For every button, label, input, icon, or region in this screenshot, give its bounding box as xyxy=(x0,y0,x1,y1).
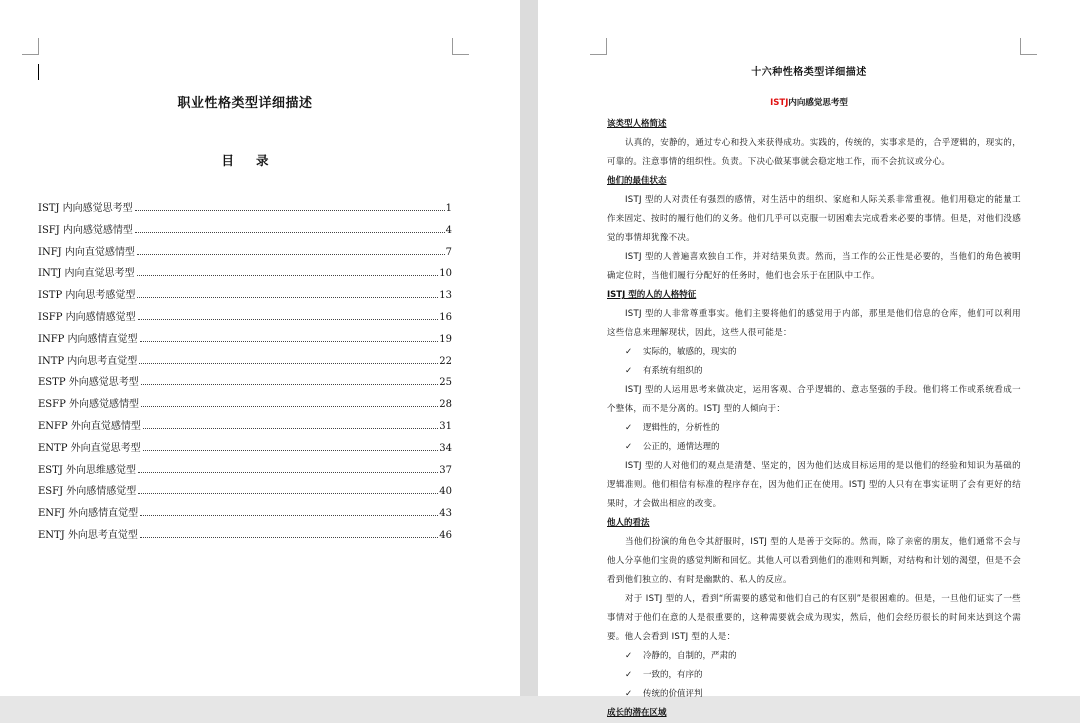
crop-mark-top-left xyxy=(22,38,39,55)
bullet-text: 冷静的，自制的，严肃的 xyxy=(643,651,737,661)
type-title xyxy=(538,96,1080,108)
bullet-item xyxy=(607,419,1021,438)
toc-entry-label: INFP 内向感情直觉型 xyxy=(38,333,138,345)
section-heading: 他们的最佳状态 xyxy=(607,176,667,186)
toc-leader-dots xyxy=(143,428,438,429)
toc-leader-dots xyxy=(143,450,439,451)
toc-entry[interactable] xyxy=(38,330,452,352)
bullet-text: 有系统有组织的 xyxy=(643,366,703,376)
bullet-item xyxy=(607,343,1021,362)
toc-entry-page: 37 xyxy=(439,464,452,476)
document-title: 职业性格类型详细描述 xyxy=(177,96,313,111)
toc-leader-dots xyxy=(140,341,439,342)
toc-leader-dots xyxy=(140,515,438,516)
bullet-item xyxy=(607,647,1021,666)
toc-leader-dots xyxy=(138,493,438,494)
toc-entry-label: ESFP 外向感觉感情型 xyxy=(38,399,139,411)
paragraph: ISTJ 型的人普遍喜欢独自工作，并对结果负责。然而，当工作的公正性是必要的，当他们的角色被明确定位时，当他们履行分配好的任务时，他们也会乐于在团队中工作。 xyxy=(607,252,1021,281)
paragraph: ISTJ 型的人运用思考来做决定，运用客观、合乎逻辑的、意志坚强的手段。他们将工作或系统看成一个整体，而不是分离的。ISTJ 型的人倾向于： xyxy=(607,385,1021,414)
crop-mark-top-right xyxy=(452,38,469,55)
page-right xyxy=(538,0,1080,718)
page-gutter xyxy=(520,0,538,696)
crop-mark-top-right xyxy=(1020,38,1037,55)
section-heading: ISTJ 型的人的人格特征 xyxy=(607,290,697,300)
document-body xyxy=(607,115,1021,723)
toc-leader-dots xyxy=(139,363,438,364)
toc-entry-page: 19 xyxy=(439,333,452,345)
bullet-text: 传统的价值评判 xyxy=(643,689,703,699)
type-code: ISTJ xyxy=(770,98,789,108)
toc-entry[interactable] xyxy=(38,243,452,265)
toc-entry-page: 7 xyxy=(445,246,452,258)
toc-entry-page: 25 xyxy=(439,377,452,389)
toc-entry-page: 10 xyxy=(439,268,452,280)
toc-entry[interactable] xyxy=(38,286,452,308)
check-icon: ✓ xyxy=(625,442,633,452)
bullet-item xyxy=(607,685,1021,704)
toc-entry-label: INFJ 内向直觉感情型 xyxy=(38,246,135,258)
toc-entry[interactable] xyxy=(38,199,452,221)
crop-mark-top-left xyxy=(590,38,607,55)
type-name: 内向感觉思考型 xyxy=(788,98,848,108)
toc-entry-page: 31 xyxy=(439,420,452,432)
paragraph: ISTJ 型的人对他们的观点是清楚、坚定的，因为他们达成目标运用的是以他们的经验和知识为基础的逻辑准则。他们相信有标准的程序存在，因为他们正在使用。ISTJ 型的人只有在事实证明了会有更好的结果时，才会做出相应的改变。 xyxy=(607,461,1021,509)
check-icon: ✓ xyxy=(625,347,633,357)
section-heading: 成长的潜在区域 xyxy=(607,708,667,718)
toc-entry-label: ISFJ 内向感觉感情型 xyxy=(38,224,133,236)
toc-leader-dots xyxy=(138,472,438,473)
page-header: 十六种性格类型详细描述 xyxy=(751,67,867,78)
toc-entry[interactable] xyxy=(38,373,452,395)
paragraph: 当他们扮演的角色令其舒服时，ISTJ 型的人是善于交际的。然而，除了亲密的朋友，他们通常不会与他人分享他们宝贵的感觉判断和回忆。其他人可以看到他们的准则和判断，对结构和计划的渴望，但是不会看到他们独立的、有时是幽默的、私人的反应。 xyxy=(607,537,1021,585)
toc-entry[interactable] xyxy=(38,352,452,374)
toc-entry-page: 22 xyxy=(439,355,452,367)
toc-entry-label: ESFJ 外向感情感觉型 xyxy=(38,486,137,498)
toc-entry-label: INTJ 内向直觉思考型 xyxy=(38,268,135,280)
toc-entry-label: ISFP 内向感情感觉型 xyxy=(38,311,136,323)
toc-heading: 目录 xyxy=(221,153,291,168)
toc-entry[interactable] xyxy=(38,439,452,461)
bullet-item xyxy=(607,666,1021,685)
toc-leader-dots xyxy=(135,232,445,233)
toc-entry-page: 40 xyxy=(439,486,452,498)
toc-leader-dots xyxy=(135,210,445,211)
toc-entry[interactable] xyxy=(38,264,452,286)
page-left xyxy=(0,0,520,696)
toc-leader-dots xyxy=(137,275,439,276)
toc-entry-page: 13 xyxy=(439,290,452,302)
section-heading: 他人的看法 xyxy=(607,518,650,528)
toc-entry[interactable] xyxy=(38,221,452,243)
toc-entry[interactable] xyxy=(38,526,452,548)
toc-entry[interactable] xyxy=(38,461,452,483)
section-heading: 该类型人格简述 xyxy=(607,119,667,129)
toc-entry-page: 46 xyxy=(439,529,452,541)
toc-entry-label: ESTP 外向感觉思考型 xyxy=(38,377,139,389)
toc-entry-page: 16 xyxy=(439,311,452,323)
check-icon: ✓ xyxy=(625,651,633,661)
toc-entry-label: ISTP 内向思考感觉型 xyxy=(38,290,136,302)
toc-entry[interactable] xyxy=(38,482,452,504)
toc-entry-label: ENTJ 外向思考直觉型 xyxy=(38,529,138,541)
text-cursor xyxy=(38,64,39,80)
toc-entry-page: 43 xyxy=(439,508,452,520)
check-icon: ✓ xyxy=(625,423,633,433)
table-of-contents xyxy=(38,199,452,548)
toc-entry[interactable] xyxy=(38,308,452,330)
check-icon: ✓ xyxy=(625,689,633,699)
check-icon: ✓ xyxy=(625,670,633,680)
toc-leader-dots xyxy=(138,319,439,320)
toc-entry-page: 34 xyxy=(439,442,452,454)
toc-entry-label: INTP 内向思考直觉型 xyxy=(38,355,138,367)
toc-entry[interactable] xyxy=(38,395,452,417)
toc-entry-page: 28 xyxy=(439,399,452,411)
bullet-text: 实际的，敏感的，现实的 xyxy=(643,347,737,357)
toc-entry-label: ENFP 外向直觉感情型 xyxy=(38,420,141,432)
bullet-item xyxy=(607,438,1021,457)
paragraph: ISTJ 型的人非常尊重事实。他们主要将他们的感觉用于内部，那里是他们信息的仓库，他们可以利用这些信息来理解现状，因此，这些人很可能是： xyxy=(607,309,1021,338)
toc-leader-dots xyxy=(141,384,439,385)
toc-leader-dots xyxy=(141,406,438,407)
toc-entry-label: ENTP 外向直觉思考型 xyxy=(38,442,141,454)
toc-leader-dots xyxy=(137,254,445,255)
toc-entry-page: 4 xyxy=(445,224,452,236)
bullet-text: 一致的，有序的 xyxy=(643,670,703,680)
toc-entry[interactable] xyxy=(38,504,452,526)
bullet-text: 公正的，通情达理的 xyxy=(643,442,720,452)
toc-leader-dots xyxy=(137,297,438,298)
toc-entry-label: ENFJ 外向感情直觉型 xyxy=(38,508,139,520)
toc-entry-page: 1 xyxy=(445,203,452,214)
paragraph: 认真的，安静的，通过专心和投入来获得成功。实践的，传统的，实事求是的，合乎逻辑的，现实的，可靠的。注意事情的组织性。负责。下决心做某事就会稳定地工作，而不会抗议或分心。 xyxy=(607,138,1022,167)
toc-entry[interactable] xyxy=(38,417,452,439)
paragraph: ISTJ 型的人对责任有强烈的感情，对生活中的组织、家庭和人际关系非常重视。他们用稳定的能量工作来固定、按时的履行他们的义务。他们几乎可以克服一切困难去完成看来必要的事情。但是，对他们没感觉的事情却犹豫不决。 xyxy=(607,195,1021,243)
toc-leader-dots xyxy=(140,537,438,538)
toc-entry-label: ISTJ 内向感觉思考型 xyxy=(38,203,133,214)
bullet-item xyxy=(607,362,1021,381)
paragraph: 对于 ISTJ 型的人，看到“所需要的感觉和他们自己的有区别”是很困难的。但是，一旦他们证实了一些事情对于他们在意的人是很重要的，这种需要就会成为现实，然后，他们会经历很长的时间来达到这个需要。他人会看到 ISTJ 型的人是： xyxy=(607,594,1021,642)
check-icon: ✓ xyxy=(625,366,633,376)
bullet-text: 逻辑性的，分析性的 xyxy=(643,423,720,433)
toc-entry-label: ESTJ 外向思维感觉型 xyxy=(38,464,137,476)
